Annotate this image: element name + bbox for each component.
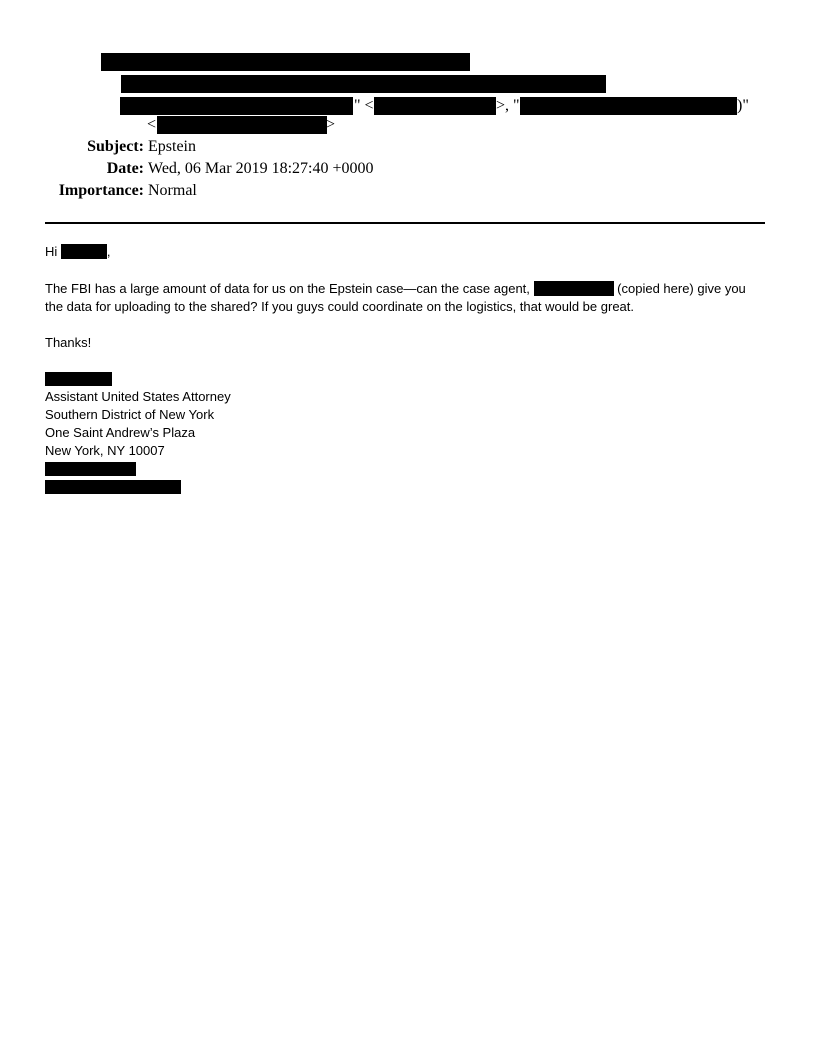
redacted-cc-name-1 bbox=[120, 97, 353, 115]
date-label: Date: bbox=[106, 160, 144, 177]
redacted-case-agent-name bbox=[534, 281, 614, 296]
redacted-sender-name bbox=[45, 372, 112, 386]
subject-label: Subject: bbox=[87, 138, 144, 155]
header-fragment-gt: > bbox=[326, 116, 336, 133]
redacted-sender-phone bbox=[45, 462, 136, 476]
redacted-cc-email-2 bbox=[157, 116, 327, 134]
header-fragment-quote-open: " < bbox=[354, 97, 374, 114]
signature-address-line-2: New York, NY 10007 bbox=[45, 443, 165, 458]
paragraph-line-1 bbox=[45, 280, 746, 298]
header-fragment-close: )" bbox=[737, 97, 749, 114]
redacted-cc-name-2 bbox=[520, 97, 737, 115]
signature-office: Southern District of New York bbox=[45, 407, 215, 422]
header-fragment-lt: < bbox=[147, 116, 157, 133]
date-value: Wed, 06 Mar 2019 18:27:40 +0000 bbox=[148, 160, 374, 177]
date-row bbox=[0, 159, 816, 179]
signature-title: Assistant United States Attorney bbox=[45, 389, 231, 404]
greeting-prefix: Hi bbox=[45, 244, 58, 259]
paragraph-1-text-b: (copied here) give you bbox=[617, 281, 746, 296]
header-divider bbox=[45, 222, 765, 224]
redacted-cc-email-1 bbox=[374, 97, 496, 115]
redacted-recipient-name bbox=[61, 244, 107, 259]
subject-row bbox=[0, 137, 816, 157]
greeting-suffix: , bbox=[106, 244, 111, 259]
importance-value: Normal bbox=[148, 182, 197, 199]
paragraph-1-text-a: The FBI has a large amount of data for us on the Epstein case—can the case agent, bbox=[45, 281, 530, 296]
importance-row bbox=[0, 181, 816, 201]
paragraph-line-2: the data for uploading to the shared? If you guys could coordinate on the logistics, that would be great. bbox=[45, 299, 634, 314]
redacted-sender-email bbox=[45, 480, 181, 494]
importance-label: Importance: bbox=[58, 182, 144, 199]
subject-value: Epstein bbox=[148, 138, 196, 155]
redacted-from-line bbox=[101, 53, 470, 71]
greeting bbox=[45, 243, 111, 261]
closing: Thanks! bbox=[45, 335, 92, 350]
signature-address-line-1: One Saint Andrew’s Plaza bbox=[45, 425, 196, 440]
redacted-to-line bbox=[121, 75, 606, 93]
header-fragment-separator: >, " bbox=[496, 97, 520, 114]
